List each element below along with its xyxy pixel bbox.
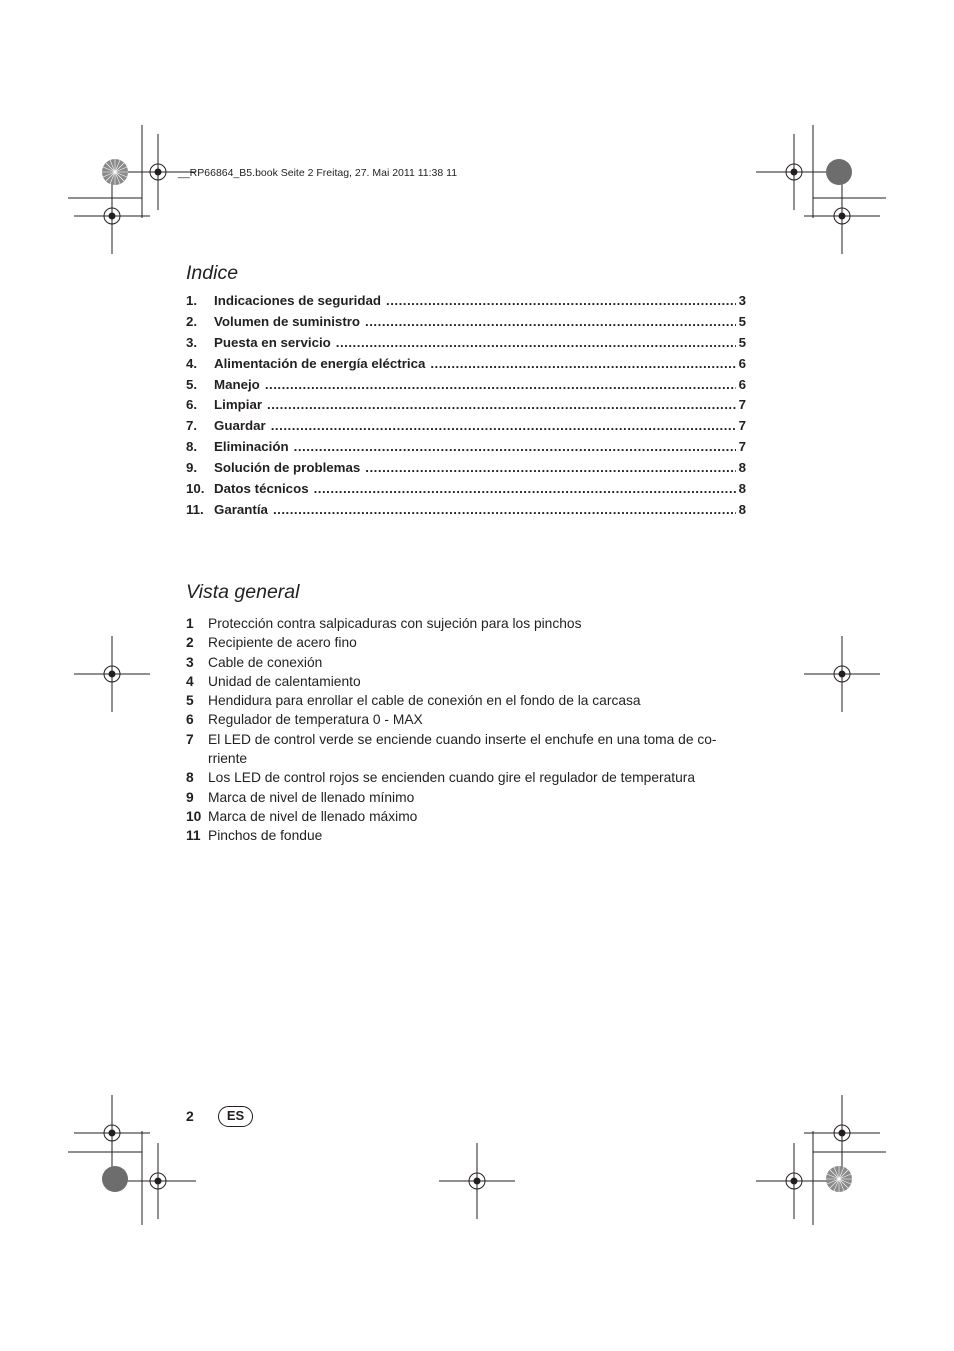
legend-number: 2 [186,635,194,651]
legend-number: 1 [186,616,194,631]
legend-item [186,807,746,826]
legend-text: Marca de nivel de llenado mínimo [208,789,415,805]
toc-number: 5. [186,376,198,392]
legend-text: rriente [208,751,248,767]
toc-entry [186,335,746,356]
legend-item [186,730,746,749]
toc-entry [186,397,746,418]
toc-entry [186,356,746,377]
toc-entry [186,502,746,523]
legend-number: 9 [186,789,194,805]
legend-number: 3 [186,654,194,670]
legend-item [186,826,746,845]
page-number: 2 [186,1108,194,1124]
legend-item [186,672,746,691]
toc-number: 9. [186,460,198,476]
legend-item [186,788,746,807]
legend-text: Hendidura para enrollar el cable de conexión en el fondo de la carcasa [208,693,641,709]
toc-leader [273,502,736,517]
toc-number: 8. [186,439,198,455]
toc-page: 6 [738,376,746,392]
legend-number: 6 [186,712,194,728]
legend-number: 11 [186,828,201,844]
overview-heading: Vista general [186,581,300,603]
legend-item [186,768,746,787]
toc-title: Garantía [214,501,268,517]
legend-text: El LED de control verde se enciende cuando inserte el enchufe en una toma de co- [208,731,717,747]
toc-page: 8 [738,460,746,476]
toc-entry [186,293,746,314]
legend-number: 7 [186,731,194,747]
legend-text: Protección contra salpicaduras con sujeción para los pinchos [208,616,582,631]
legend-number: 4 [186,673,194,689]
toc-leader [265,377,736,392]
toc-entry [186,481,746,502]
toc-entry [186,418,746,439]
toc-page: 7 [738,439,746,455]
toc-title: Manejo [214,376,260,392]
toc-page: 5 [738,313,746,329]
toc-number: 7. [186,418,198,434]
toc-title: Alimentación de energía eléctrica [214,355,426,371]
toc-number: 3. [186,334,198,350]
toc-title: Guardar [214,418,266,434]
legend-text: Cable de conexión [208,654,323,670]
toc-number: 2. [186,313,198,329]
toc-leader [365,460,735,475]
toc-entry [186,314,746,335]
toc-leader [430,356,735,371]
toc-page: 6 [738,355,746,371]
toc-number: 1. [186,293,198,308]
legend-item [186,653,746,672]
legend-item [186,633,746,652]
toc-title: Indicaciones de seguridad [214,293,381,308]
legend-item [186,691,746,710]
index-heading: Indice [186,262,239,284]
toc-title: Volumen de suministro [214,313,361,329]
toc-leader [294,439,736,454]
legend-item [186,710,746,729]
parts-legend [186,614,746,846]
toc-page: 8 [738,501,746,517]
toc-number: 4. [186,355,198,371]
print-file-info: __RP66864_B5.book Seite 2 Freitag, 27. Mai 2011 11:38 11 [178,167,458,179]
toc-page: 8 [738,481,746,497]
legend-number: 10 [186,808,202,824]
legend-item [186,614,746,633]
toc-title: Solución de problemas [214,460,361,476]
legend-number: 8 [186,770,194,786]
toc-entry [186,460,746,481]
toc-number: 10. [186,481,205,497]
toc-leader [267,397,736,412]
toc-leader [271,418,736,433]
legend-item-continuation [186,749,746,768]
legend-text: Los LED de control rojos se encienden cuando gire el regulador de temperatura [208,770,696,786]
language-badge: ES [218,1106,253,1127]
legend-number: 5 [186,693,194,709]
toc-page: 5 [738,334,746,350]
toc-leader [336,335,736,350]
toc-title: Puesta en servicio [214,334,331,350]
toc-title: Eliminación [214,439,289,455]
legend-text: Unidad de calentamiento [208,673,361,689]
toc-number: 6. [186,397,198,413]
legend-text: Marca de nivel de llenado máximo [208,808,418,824]
legend-text: Recipiente de acero fino [208,635,357,651]
toc-entry [186,377,746,398]
legend-text: Regulador de temperatura 0 - MAX [208,712,423,728]
toc-page: 3 [738,293,746,308]
toc-number: 11. [186,501,204,517]
toc-leader [365,314,736,329]
toc-page: 7 [738,397,746,413]
legend-text: Pinchos de fondue [208,828,323,844]
toc-leader [314,481,736,496]
toc-entry [186,439,746,460]
toc-page: 7 [738,418,746,434]
table-of-contents [186,293,746,523]
toc-title: Limpiar [214,397,263,413]
toc-title: Datos técnicos [214,481,309,497]
toc-leader [386,293,736,308]
